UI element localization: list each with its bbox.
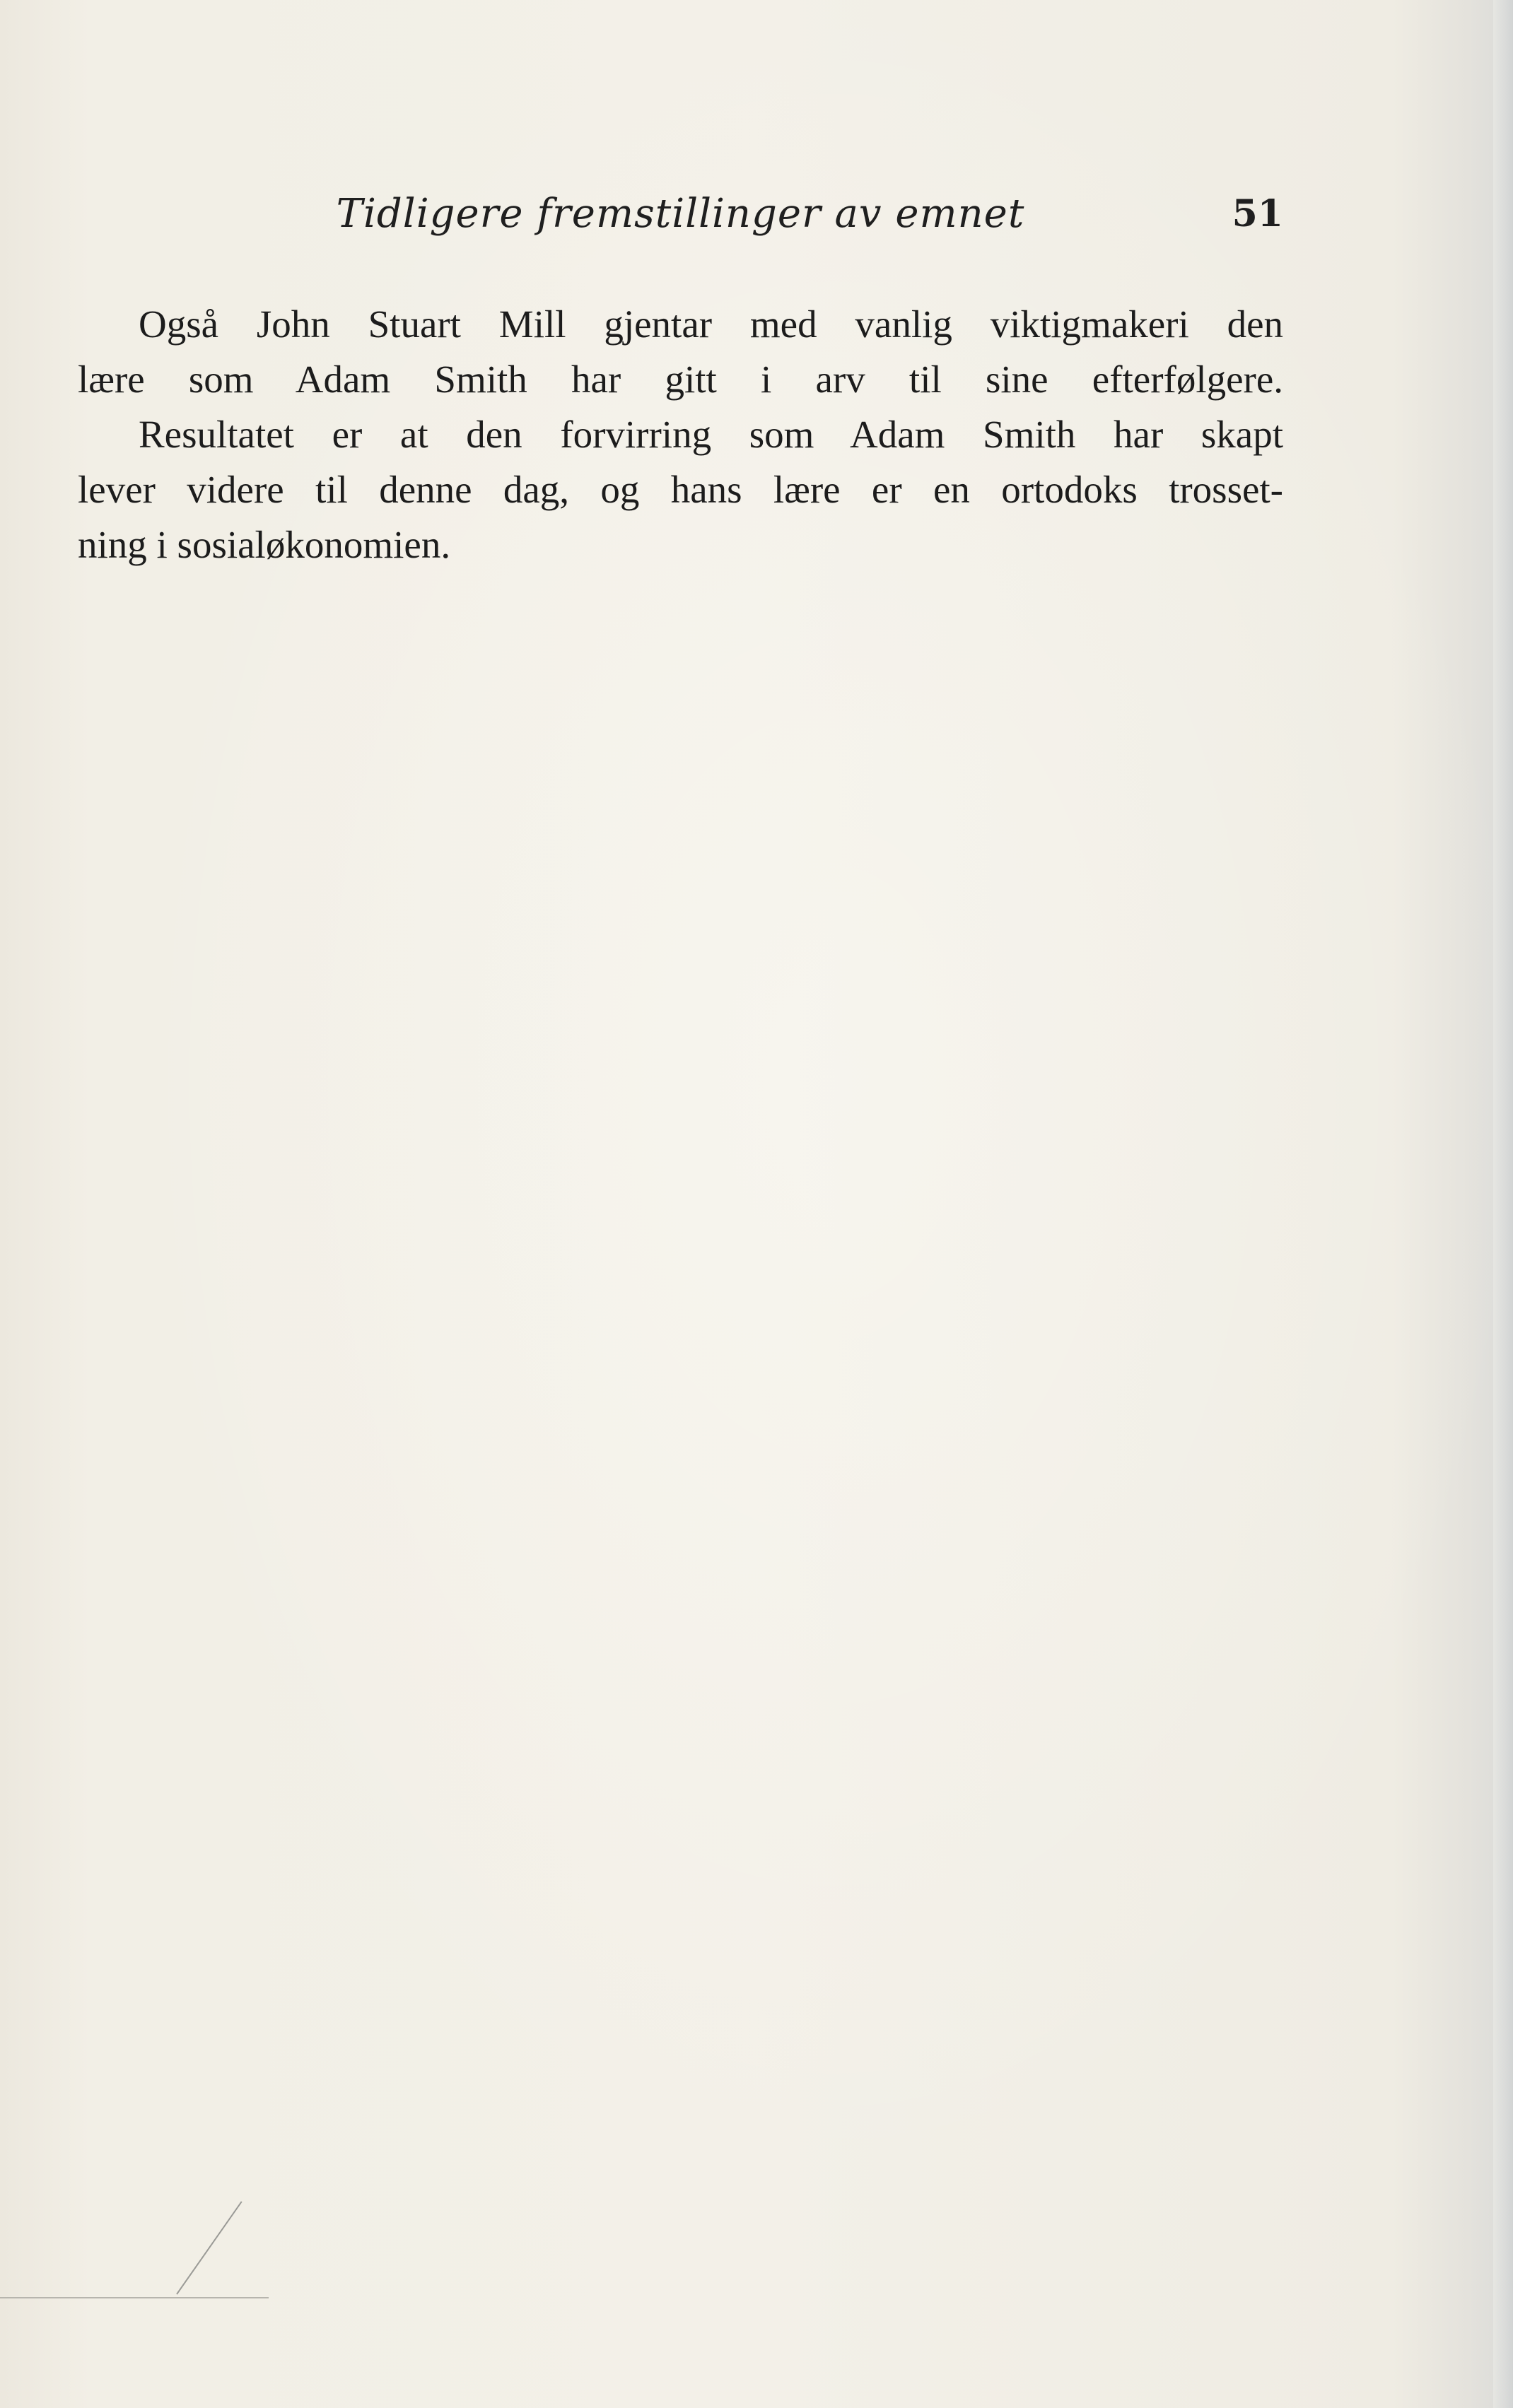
scan-mark <box>176 2201 242 2294</box>
body-paragraph <box>78 297 1283 572</box>
text-line: Resultatet er at den forvirring som Adam Smith har skapt <box>139 413 1283 456</box>
scan-mark <box>0 2297 269 2298</box>
running-title: Tidligere fremstillinger av emnet <box>336 191 1025 237</box>
page-number: 51 <box>1232 192 1283 235</box>
text-line: lære som Adam Smith har gitt i arv til sine efterfølgere. <box>78 358 1283 401</box>
page-header <box>78 189 1283 239</box>
text-line: lever videre til denne dag, og hans lære er en ortodoks trosset- <box>78 468 1283 511</box>
text-line: Også John Stuart Mill gjentar med vanlig viktigmakeri den <box>139 303 1283 346</box>
text-line: ning i sosialøkonomien. <box>78 523 451 566</box>
page-edge <box>1493 0 1513 2408</box>
